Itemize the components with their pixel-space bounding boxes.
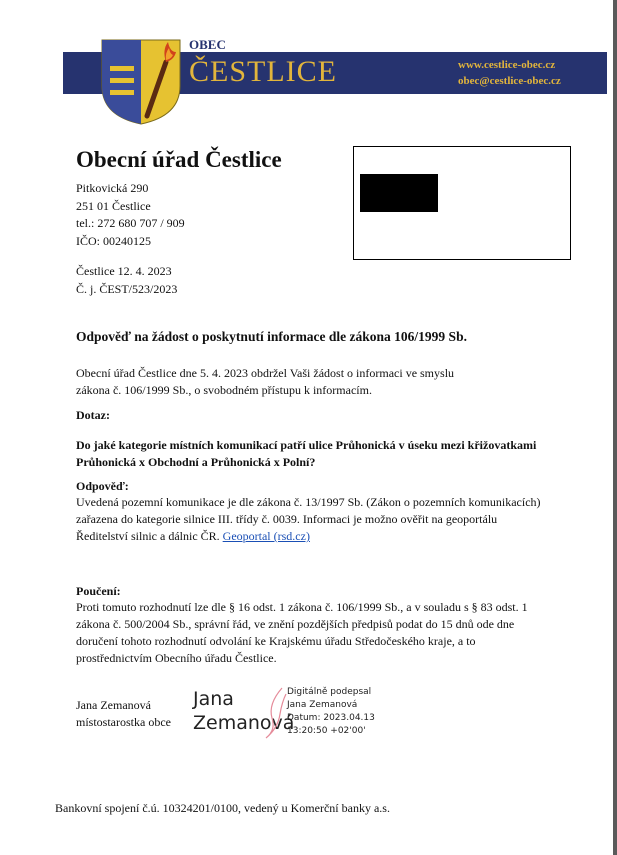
bank-details: Bankovní spojení č.ú. 10324201/0100, vedený u Komerční banky a.s.: [55, 801, 390, 815]
signer-role: místostarostka obce: [76, 715, 171, 729]
instruction-line: prostřednictvím Obecního úřadu Čestlice.: [76, 651, 277, 665]
website-link[interactable]: www.cestlice-obec.cz: [458, 59, 556, 71]
intro-line: Obecní úřad Čestlice dne 5. 4. 2023 obdržel Vaši žádost o informaci ve smyslu: [76, 366, 455, 380]
answer-line: Uvedená pozemní komunikace je dle zákona č. 13/1997 Sb. (Zákon o pozemních komunikacích): [76, 495, 541, 509]
signature-last-name: Zemanová: [193, 712, 295, 734]
page-edge: [613, 0, 617, 855]
office-street: Pitkovická 290: [76, 181, 149, 195]
office-address: [76, 180, 185, 250]
instruction-line: doručení tohoto rozhodnutí odvolání ke Krajskému úřadu Středočeského kraje, a to: [76, 634, 476, 648]
intro-paragraph: [76, 365, 454, 399]
signature-detail-line: 13:20:50 +02'00': [287, 726, 366, 736]
instruction-paragraph: [76, 599, 528, 667]
question-line: Průhonická x Obchodní a Průhonická x Polní?: [76, 455, 316, 469]
answer-line-text: Ředitelství silnic a dálnic ČR.: [76, 529, 220, 543]
signature-detail-line: Digitálně podepsal: [287, 687, 372, 697]
coat-of-arms-icon: [100, 38, 182, 126]
office-title: Obecní úřad Čestlice: [76, 147, 282, 172]
instruction-line: Proti tomuto rozhodnutí lze dle § 16 odst. 1 zákona č. 106/1999 Sb., a v souladu s § 83 odst. 1: [76, 600, 528, 614]
signer-name: Jana Zemanová: [76, 698, 151, 712]
signature-detail-line: Datum: 2023.04.13: [287, 713, 375, 723]
signer-block: [76, 697, 171, 731]
signature-detail-line: Jana Zemanová: [287, 700, 358, 710]
document-meta: [76, 263, 177, 298]
document-date: Čestlice 12. 4. 2023: [76, 264, 172, 278]
office-city: 251 01 Čestlice: [76, 198, 151, 213]
signature-first-name: Jana: [193, 688, 234, 710]
obec-label: OBEC: [189, 37, 226, 52]
answer-line: zařazena do kategorie silnice III. třídy č. 0039. Informaci je možno ověřit na geoportálu: [76, 512, 498, 526]
digital-signature-details: [287, 686, 375, 738]
answer-line-last: [76, 528, 541, 545]
instruction-line: zákona č. 500/2004 Sb., správní řád, ve znění pozdějších předpisů podat do 15 dnů ode dne: [76, 617, 515, 631]
email-link[interactable]: obec@cestlice-obec.cz: [458, 75, 561, 87]
document-subject: Odpověď na žádost o poskytnutí informace dle zákona 106/1999 Sb.: [76, 329, 467, 344]
document-reference: Č. j. ČEST/523/2023: [76, 281, 178, 296]
office-ico: IČO: 00240125: [76, 233, 151, 248]
instruction-heading: Poučení:: [76, 584, 121, 598]
signature-scribble-icon: [258, 684, 290, 742]
office-phone: tel.: 272 680 707 / 909: [76, 216, 185, 230]
intro-line: zákona č. 106/1999 Sb., o svobodném přístupu k informacím.: [76, 383, 372, 397]
geoportal-link[interactable]: Geoportal (rsd.cz): [222, 529, 310, 543]
municipality-name: ČESTLICE: [189, 55, 337, 88]
question-heading: Dotaz:: [76, 408, 110, 422]
question-paragraph: [76, 437, 536, 471]
redacted-recipient: [360, 174, 438, 212]
header-contact: [458, 57, 561, 89]
answer-heading: Odpověď:: [76, 479, 129, 493]
answer-paragraph: [76, 494, 541, 545]
question-line: Do jaké kategorie místních komunikací patří ulice Průhonická v úseku mezi křižovatkami: [76, 438, 537, 452]
